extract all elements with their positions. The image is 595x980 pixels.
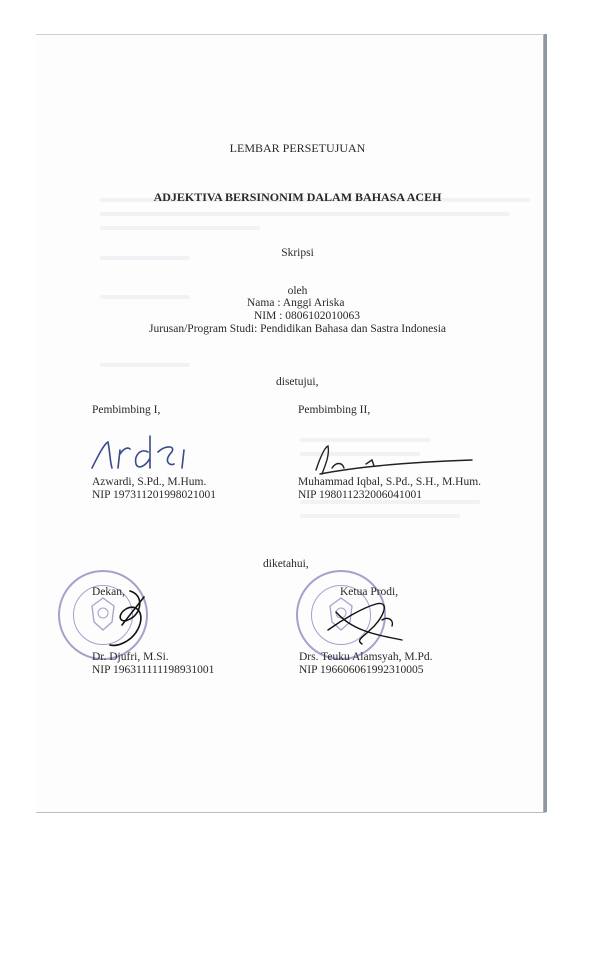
- student-name: Nama : Anggi Ariska: [247, 297, 345, 309]
- bleed-through-line: [100, 226, 260, 230]
- bleed-through-line: [100, 212, 510, 216]
- thesis-title: ADJEKTIVA BERSINONIM DALAM BAHASA ACEH: [153, 190, 442, 204]
- page-bottom-edge: [36, 812, 546, 813]
- dean-name: Dr. Djufri, M.Si.: [92, 651, 169, 663]
- dean-nip: NIP 196311111198931001: [92, 664, 215, 676]
- head-of-program-role: Ketua Prodi,: [340, 586, 399, 598]
- document-heading: LEMBAR PERSETUJUAN: [229, 141, 366, 155]
- supervisor-1-nip: NIP 197311201998021001: [92, 489, 217, 501]
- by-label: oleh: [287, 285, 308, 297]
- supervisor-1-name: Azwardi, S.Pd., M.Hum.: [92, 476, 207, 488]
- acknowledged-label: diketahui,: [263, 558, 309, 570]
- supervisor-1-role: Pembimbing I,: [92, 404, 161, 416]
- supervisor-2-role: Pembimbing II,: [298, 404, 371, 416]
- student-nim: NIM : 0806102010063: [254, 310, 361, 322]
- dean-role: Dekan,: [92, 586, 125, 598]
- bleed-through-line: [100, 363, 190, 367]
- supervisor-1-signature: [88, 430, 198, 475]
- approved-label: disetujui,: [276, 376, 319, 388]
- study-program: Jurusan/Program Studi: Pendidikan Bahasa dan Sastra Indonesia: [148, 323, 447, 335]
- document-type: Skripsi: [281, 247, 314, 259]
- bleed-through-line: [300, 514, 460, 518]
- supervisor-2-name: Muhammad Iqbal, S.Pd., S.H., M.Hum.: [298, 476, 482, 488]
- head-of-program-signature: [322, 590, 422, 650]
- head-of-program-name: Drs. Teuku Alamsyah, M.Pd.: [299, 651, 433, 663]
- dean-signature: [100, 585, 160, 655]
- supervisor-2-nip: NIP 198011232006041001: [298, 489, 423, 501]
- head-of-program-nip: NIP 196606061992310005: [299, 664, 424, 676]
